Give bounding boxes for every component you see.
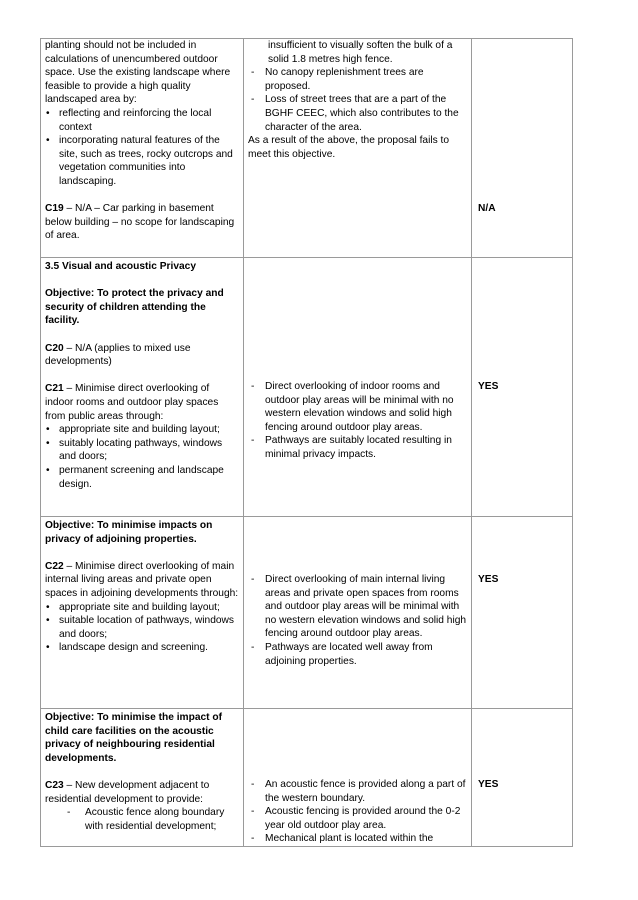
control-text: – New development adjacent to residential development to provide: bbox=[45, 779, 210, 805]
landscape-intro: planting should not be included in calculations of unencumbered outdoor space. Use the existing landscape where feasible to provide a high quality landscaped area by: bbox=[45, 40, 231, 106]
comment-cell bbox=[244, 517, 472, 709]
control-code: C21 bbox=[45, 383, 64, 395]
list-item: - Pathways are located well away from adjoining properties. bbox=[248, 641, 468, 668]
control-code: C22 bbox=[45, 560, 64, 572]
list-item: - Pathways are suitably located resulting in minimal privacy impacts. bbox=[248, 434, 468, 461]
list-item: - Acoustic fence along boundary with residential development; bbox=[45, 806, 240, 833]
control-c19 bbox=[45, 202, 240, 243]
control-text: – Minimise direct overlooking of main internal living areas and private open spaces in adjoining developments through: bbox=[45, 560, 239, 599]
result-cell bbox=[472, 39, 573, 258]
dash-list bbox=[248, 66, 468, 134]
result-c19: N/A bbox=[478, 203, 496, 214]
control-cell bbox=[41, 258, 244, 517]
dash-list bbox=[248, 778, 468, 846]
table-row bbox=[41, 517, 573, 709]
list-item: • permanent screening and landscape design. bbox=[45, 464, 240, 491]
table-row bbox=[41, 258, 573, 517]
control-code: C20 bbox=[45, 342, 64, 354]
section-heading: 3.5 Visual and acoustic Privacy bbox=[45, 261, 197, 272]
comment-cell bbox=[244, 39, 472, 258]
objective-heading: Objective: To minimise impacts on privacy of adjoining properties. bbox=[45, 520, 213, 545]
control-c21 bbox=[45, 382, 240, 423]
comment-cell bbox=[244, 258, 472, 517]
bullet-list bbox=[45, 601, 240, 655]
comment-conclusion: As a result of the above, the proposal fails to meet this objective. bbox=[248, 135, 450, 160]
list-item: • landscape design and screening. bbox=[45, 641, 240, 655]
control-cell bbox=[41, 709, 244, 847]
objective-heading: Objective: To protect the privacy and security of children attending the facility. bbox=[45, 288, 224, 327]
control-c23 bbox=[45, 779, 240, 806]
compliance-table bbox=[40, 38, 573, 847]
dash-list bbox=[248, 380, 468, 462]
list-item: • appropriate site and building layout; bbox=[45, 423, 240, 437]
bullet-list bbox=[45, 107, 240, 189]
result-cell bbox=[472, 258, 573, 517]
control-code: C19 bbox=[45, 203, 64, 215]
list-item: - Direct overlooking of main internal living areas and private open spaces from rooms and outdoor play areas will be minimal with no western elevation windows and solid high fencing around outdoor play areas. bbox=[248, 573, 468, 641]
control-text: – N/A (applies to mixed use developments) bbox=[45, 342, 191, 368]
comment-continued: insufficient to visually soften the bulk of a solid 1.8 metres high fence. bbox=[268, 40, 453, 65]
comment-cell bbox=[244, 709, 472, 847]
list-item: • incorporating natural features of the site, such as trees, rocky outcrops and vegetation communities into landscaping. bbox=[45, 134, 240, 188]
result-c22: YES bbox=[478, 574, 499, 585]
result-c23: YES bbox=[478, 779, 499, 790]
list-item: - Direct overlooking of indoor rooms and outdoor play areas will be minimal with no western elevation windows and solid high fencing around outdoor play areas. bbox=[248, 380, 468, 434]
control-c22 bbox=[45, 560, 240, 601]
result-c21: YES bbox=[478, 381, 499, 392]
list-item: • suitably locating pathways, windows and doors; bbox=[45, 437, 240, 464]
dash-list bbox=[248, 573, 468, 668]
list-item: - An acoustic fence is provided along a part of the western boundary. bbox=[248, 778, 468, 805]
list-item: - Acoustic fencing is provided around the 0-2 year old outdoor play area. bbox=[248, 805, 468, 832]
list-item: • suitable location of pathways, windows and doors; bbox=[45, 614, 240, 641]
result-cell bbox=[472, 517, 573, 709]
control-code: C23 bbox=[45, 779, 64, 791]
list-item: • reflecting and reinforcing the local context bbox=[45, 107, 240, 134]
result-cell bbox=[472, 709, 573, 847]
bullet-list bbox=[45, 423, 240, 491]
control-c20 bbox=[45, 342, 240, 369]
control-text: – Minimise direct overlooking of indoor rooms and outdoor play spaces from public areas through: bbox=[45, 383, 219, 422]
dash-list bbox=[45, 806, 240, 833]
list-item: - Loss of street trees that are a part of the BGHF CEEC, which also contributes to the character of the area. bbox=[248, 93, 468, 134]
table-row bbox=[41, 709, 573, 847]
control-cell bbox=[41, 39, 244, 258]
list-item: - Mechanical plant is located within the bbox=[248, 832, 468, 846]
table-row bbox=[41, 39, 573, 258]
objective-heading: Objective: To minimise the impact of child care facilities on the acoustic privacy of neighbouring residential developments. bbox=[45, 712, 222, 764]
control-cell bbox=[41, 517, 244, 709]
list-item: - No canopy replenishment trees are proposed. bbox=[248, 66, 468, 93]
control-text: – N/A – Car parking in basement below building – no scope for landscaping of area. bbox=[45, 203, 235, 242]
list-item: • appropriate site and building layout; bbox=[45, 601, 240, 615]
